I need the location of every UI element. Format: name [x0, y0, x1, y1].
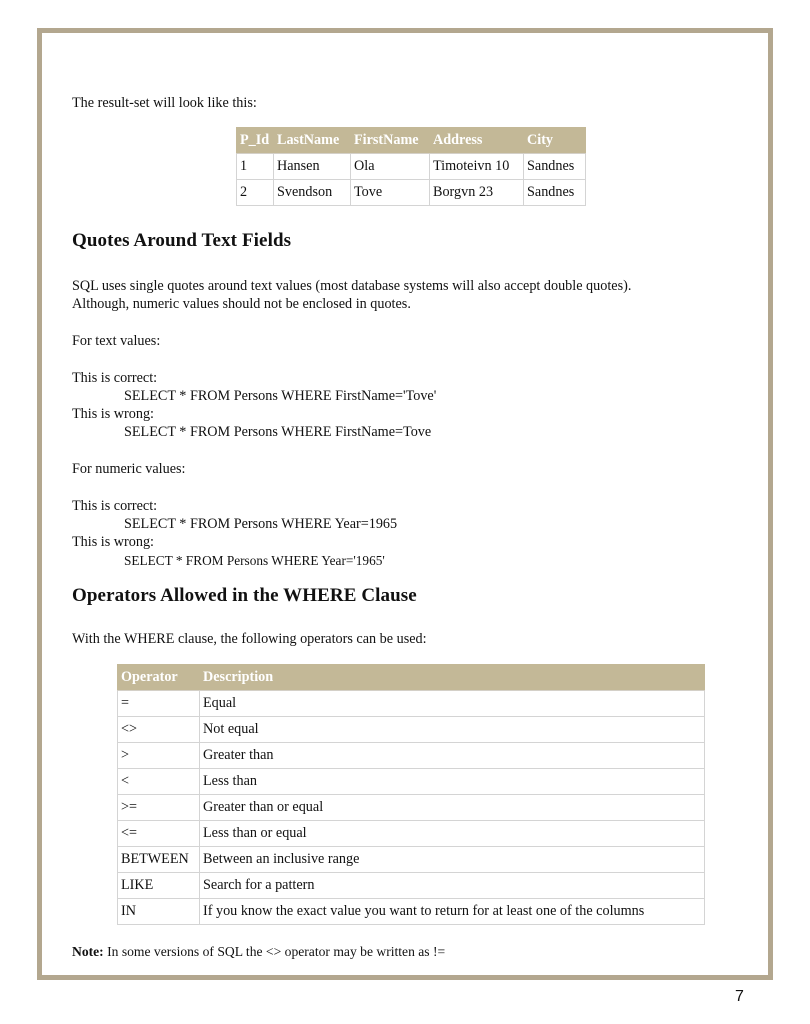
table-cell: 2: [237, 180, 274, 206]
table-row: [118, 847, 705, 873]
operators-table: [117, 664, 705, 925]
operator-cell: =: [118, 691, 200, 717]
operator-cell: BETWEEN: [118, 847, 200, 873]
page-number: 7: [735, 988, 744, 1005]
table-cell: Hansen: [274, 154, 351, 180]
table-header-row: [237, 128, 586, 154]
section-heading-operators: Operators Allowed in the WHERE Clause: [72, 585, 417, 606]
table-cell: Sandnes: [524, 180, 586, 206]
correct-label: This is correct:: [72, 498, 158, 514]
sql-example-correct: SELECT * FROM Persons WHERE Year=1965: [124, 516, 398, 532]
note-label: Note:: [72, 944, 104, 959]
operator-cell: <=: [118, 821, 200, 847]
operator-cell: >: [118, 743, 200, 769]
table-cell: Tove: [351, 180, 430, 206]
column-header: P_Id: [237, 128, 274, 154]
sql-example-wrong: SELECT * FROM Persons WHERE Year='1965': [124, 553, 385, 568]
description-cell: Less than or equal: [200, 821, 705, 847]
paragraph-line: Although, numeric values should not be enclosed in quotes.: [72, 296, 411, 312]
operator-cell: IN: [118, 899, 200, 925]
description-cell: If you know the exact value you want to return for at least one of the columns: [200, 899, 705, 925]
sql-example-correct: SELECT * FROM Persons WHERE FirstName='Tove': [124, 388, 437, 404]
table-row: [118, 769, 705, 795]
table-cell: 1: [237, 154, 274, 180]
table-row: [237, 180, 586, 206]
description-cell: Greater than: [200, 743, 705, 769]
table-row: [118, 743, 705, 769]
table-row: [237, 154, 586, 180]
column-header: Description: [200, 665, 705, 691]
column-header: City: [524, 128, 586, 154]
table-row: [118, 691, 705, 717]
table-row: [118, 899, 705, 925]
note-paragraph: [72, 943, 445, 961]
table-cell: Borgvn 23: [430, 180, 524, 206]
table-cell: Svendson: [274, 180, 351, 206]
description-cell: Between an inclusive range: [200, 847, 705, 873]
correct-label: This is correct:: [72, 370, 158, 386]
table-row: [118, 873, 705, 899]
table-header-row: [118, 665, 705, 691]
column-header: Address: [430, 128, 524, 154]
numeric-values-label: For numeric values:: [72, 461, 186, 477]
column-header: Operator: [118, 665, 200, 691]
table-row: [118, 795, 705, 821]
table-cell: Timoteivn 10: [430, 154, 524, 180]
operator-cell: LIKE: [118, 873, 200, 899]
result-set-table: [236, 127, 586, 206]
intro-text: The result-set will look like this:: [72, 95, 257, 111]
paragraph-line: SQL uses single quotes around text values (most database systems will also accept double quotes).: [72, 278, 632, 294]
column-header: FirstName: [351, 128, 430, 154]
description-cell: Less than: [200, 769, 705, 795]
wrong-label: This is wrong:: [72, 534, 154, 550]
description-cell: Search for a pattern: [200, 873, 705, 899]
table-row: [118, 717, 705, 743]
table-row: [118, 821, 705, 847]
table-cell: Sandnes: [524, 154, 586, 180]
column-header: LastName: [274, 128, 351, 154]
operator-cell: >=: [118, 795, 200, 821]
wrong-label: This is wrong:: [72, 406, 154, 422]
sql-example-wrong: SELECT * FROM Persons WHERE FirstName=Tove: [124, 424, 432, 440]
note-text: In some versions of SQL the <> operator may be written as !=: [103, 944, 446, 959]
section-heading-quotes: Quotes Around Text Fields: [72, 230, 292, 251]
operator-cell: <: [118, 769, 200, 795]
description-cell: Not equal: [200, 717, 705, 743]
operators-intro: With the WHERE clause, the following operators can be used:: [72, 631, 427, 647]
table-cell: Ola: [351, 154, 430, 180]
operator-cell: <>: [118, 717, 200, 743]
page-frame: [37, 28, 773, 980]
description-cell: Equal: [200, 691, 705, 717]
description-cell: Greater than or equal: [200, 795, 705, 821]
text-values-label: For text values:: [72, 333, 161, 349]
